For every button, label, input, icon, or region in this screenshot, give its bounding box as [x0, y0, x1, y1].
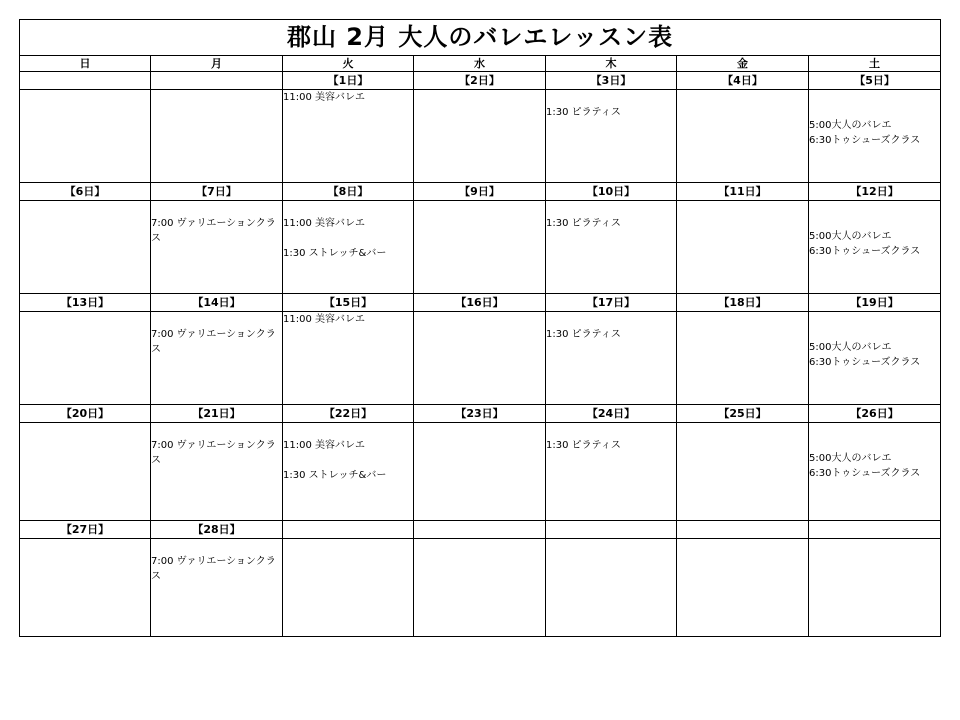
- weekday-fri: 金: [677, 56, 809, 72]
- lesson-entry: 7:00 ヴァリエーションクラス: [151, 329, 276, 355]
- lesson-entry: 1:30 ストレッチ&バー: [283, 470, 387, 481]
- lesson-entry: 11:00 美容バレエ: [283, 218, 365, 229]
- lesson-entry: 11:00 美容バレエ: [283, 440, 365, 451]
- day-cell: [151, 423, 283, 521]
- lesson-entry: 6:30トゥシューズクラス: [809, 468, 921, 479]
- date-cell: 【26日】: [809, 405, 941, 423]
- weekday-thu: 木: [546, 56, 677, 72]
- day-cell: [546, 201, 677, 294]
- date-cell: 【23日】: [414, 405, 546, 423]
- lesson-entry: 1:30 ピラティス: [546, 329, 621, 340]
- day-cell: [414, 312, 546, 405]
- lesson-entry: 5:00大人のバレエ: [809, 453, 892, 464]
- day-cell: [809, 312, 941, 405]
- day-cell: [809, 90, 941, 183]
- date-cell: 【25日】: [677, 405, 809, 423]
- day-cell: [283, 539, 414, 637]
- lesson-entry: 5:00大人のバレエ: [809, 342, 892, 353]
- day-cell: [809, 423, 941, 521]
- lesson-entry: 5:00大人のバレエ: [809, 231, 892, 242]
- day-cell: [414, 90, 546, 183]
- day-cell: [546, 539, 677, 637]
- date-cell: 【8日】: [283, 183, 414, 201]
- date-cell: 【9日】: [414, 183, 546, 201]
- date-cell: 【3日】: [546, 72, 677, 90]
- day-cell: [677, 201, 809, 294]
- date-cell: 【6日】: [20, 183, 151, 201]
- day-cell: [546, 312, 677, 405]
- lesson-entry: 6:30トゥシューズクラス: [809, 357, 921, 368]
- week-1-dates: [20, 72, 941, 90]
- date-cell: 【2日】: [414, 72, 546, 90]
- lesson-entry: 7:00 ヴァリエーションクラス: [151, 218, 276, 244]
- date-cell: 【18日】: [677, 294, 809, 312]
- schedule-calendar: [19, 19, 941, 637]
- date-cell: 【16日】: [414, 294, 546, 312]
- week-4-events: [20, 423, 941, 521]
- date-cell: [677, 521, 809, 539]
- date-cell: [414, 521, 546, 539]
- lesson-entry: 6:30トゥシューズクラス: [809, 246, 921, 257]
- date-cell: [809, 521, 941, 539]
- date-cell: [283, 521, 414, 539]
- weekday-mon: 月: [151, 56, 283, 72]
- day-cell: [283, 201, 414, 294]
- day-cell: [20, 312, 151, 405]
- day-cell: [151, 90, 283, 183]
- date-cell: 【5日】: [809, 72, 941, 90]
- lesson-entry: 1:30 ピラティス: [546, 440, 621, 451]
- lesson-entry: 7:00 ヴァリエーションクラス: [151, 556, 276, 582]
- weekday-header-row: [20, 56, 941, 72]
- day-cell: [151, 539, 283, 637]
- day-cell: [283, 90, 414, 183]
- date-cell: 【4日】: [677, 72, 809, 90]
- date-cell: 【12日】: [809, 183, 941, 201]
- date-cell: 【10日】: [546, 183, 677, 201]
- lesson-entry: 1:30 ピラティス: [546, 107, 621, 118]
- date-cell: 【21日】: [151, 405, 283, 423]
- date-cell: 【15日】: [283, 294, 414, 312]
- day-cell: [414, 423, 546, 521]
- day-cell: [151, 201, 283, 294]
- day-cell: [20, 90, 151, 183]
- weekday-wed: 水: [414, 56, 546, 72]
- date-cell: [546, 521, 677, 539]
- week-2-dates: [20, 183, 941, 201]
- date-cell: [20, 72, 151, 90]
- date-cell: 【19日】: [809, 294, 941, 312]
- weekday-sun: 日: [20, 56, 151, 72]
- day-cell: [677, 312, 809, 405]
- date-cell: 【11日】: [677, 183, 809, 201]
- lesson-entry: 11:00 美容バレエ: [283, 92, 365, 103]
- day-cell: [20, 539, 151, 637]
- day-cell: [546, 423, 677, 521]
- date-cell: 【27日】: [20, 521, 151, 539]
- date-cell: 【7日】: [151, 183, 283, 201]
- day-cell: [151, 312, 283, 405]
- week-1-events: [20, 90, 941, 183]
- weekday-tue: 火: [283, 56, 414, 72]
- date-cell: 【20日】: [20, 405, 151, 423]
- lesson-entry: 6:30トゥシューズクラス: [809, 135, 921, 146]
- lesson-entry: 5:00大人のバレエ: [809, 120, 892, 131]
- week-3-dates: [20, 294, 941, 312]
- date-cell: 【1日】: [283, 72, 414, 90]
- day-cell: [414, 201, 546, 294]
- day-cell: [283, 423, 414, 521]
- date-cell: [151, 72, 283, 90]
- day-cell: [20, 423, 151, 521]
- week-2-events: [20, 201, 941, 294]
- week-5-events: [20, 539, 941, 637]
- lesson-entry: 1:30 ピラティス: [546, 218, 621, 229]
- date-cell: 【14日】: [151, 294, 283, 312]
- date-cell: 【17日】: [546, 294, 677, 312]
- day-cell: [546, 90, 677, 183]
- page-title: 郡山 2月 大人のバレエレッスン表: [20, 20, 941, 56]
- day-cell: [414, 539, 546, 637]
- weekday-sat: 土: [809, 56, 941, 72]
- date-cell: 【22日】: [283, 405, 414, 423]
- lesson-entry: 1:30 ストレッチ&バー: [283, 248, 387, 259]
- date-cell: 【24日】: [546, 405, 677, 423]
- day-cell: [677, 423, 809, 521]
- day-cell: [809, 201, 941, 294]
- day-cell: [809, 539, 941, 637]
- day-cell: [283, 312, 414, 405]
- date-cell: 【28日】: [151, 521, 283, 539]
- week-4-dates: [20, 405, 941, 423]
- day-cell: [677, 90, 809, 183]
- day-cell: [677, 539, 809, 637]
- date-cell: 【13日】: [20, 294, 151, 312]
- lesson-entry: 11:00 美容バレエ: [283, 314, 365, 325]
- day-cell: [20, 201, 151, 294]
- week-5-dates: [20, 521, 941, 539]
- week-3-events: [20, 312, 941, 405]
- lesson-entry: 7:00 ヴァリエーションクラス: [151, 440, 276, 466]
